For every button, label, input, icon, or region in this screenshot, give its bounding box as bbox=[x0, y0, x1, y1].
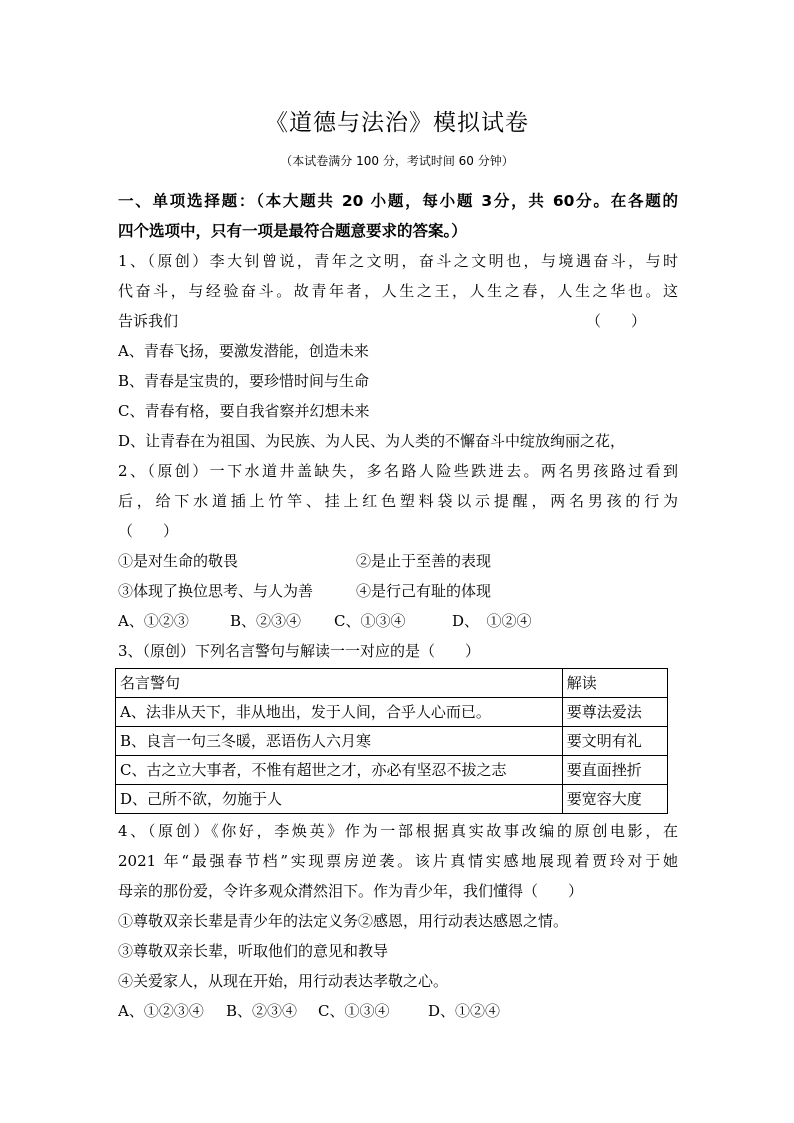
q1-option-d: D、让青春在为祖国、为民族、为人民、为人类的不懈奋斗中绽放绚丽之花， bbox=[118, 432, 626, 450]
q1-stem-line-2: 代奋斗，与经验奋斗。故青年者，人生之王，人生之春，人生之华也。这 bbox=[118, 282, 678, 300]
table-cell-interpretation: 要直面挫折 bbox=[562, 756, 667, 785]
q4-choice-d: D、①②④ bbox=[428, 1002, 501, 1020]
q1-option-a: A、青春飞扬，要激发潜能，创造未来 bbox=[118, 342, 369, 360]
table-header-interpretation: 解读 bbox=[562, 669, 667, 698]
q4-item-3: ④关爱家人，从现在开始，用行动表达孝敬之心。 bbox=[118, 972, 449, 990]
table-cell-quote: B、良言一句三冬暖，恶语伤人六月寒 bbox=[116, 727, 563, 756]
exam-content bbox=[118, 186, 678, 1026]
q4-choice-b: B、②③④ bbox=[226, 1002, 298, 1020]
exam-info: （本试卷满分 100 分，考试时间 60 分钟） bbox=[280, 154, 514, 168]
q1-stem-text: 告诉我们 bbox=[118, 312, 179, 330]
table-row bbox=[116, 727, 668, 756]
table-cell-quote: A、法非从天下，非从地出，发于人间，合乎人心而已。 bbox=[116, 698, 563, 727]
q4-stem-line-1: 4、（原创）《你好，李焕英》作为一部根据真实故事改编的原创电影，在 bbox=[118, 822, 678, 840]
section-heading-line-2: 四个选项中，只有一项是最符合题意要求的答案。） bbox=[118, 222, 467, 240]
q2-stem-line-3: （ ） bbox=[118, 522, 179, 540]
table-cell-quote: C、古之立大事者，不惟有超世之才，亦必有坚忍不拔之志 bbox=[116, 756, 563, 785]
table-row bbox=[116, 756, 668, 785]
table-cell-interpretation: 要宽容大度 bbox=[562, 785, 667, 814]
q4-item-1: ①尊敬双亲长辈是青少年的法定义务②感恩，用行动表达感恩之情。 bbox=[118, 912, 569, 930]
q4-stem-line-3: 母亲的那份爱，令许多观众潸然泪下。作为青少年，我们懂得（ ） bbox=[118, 882, 584, 900]
page-title: 《道德与法治》模拟试卷 bbox=[265, 110, 529, 136]
q2-stem-line-2: 后，给下水道插上竹竿、挂上红色塑料袋以示提醒，两名男孩的行为 bbox=[118, 492, 678, 510]
q4-choices bbox=[118, 996, 678, 1026]
table-cell-interpretation: 要尊法爱法 bbox=[562, 698, 667, 727]
q2-item-1: ①是对生命的敬畏 bbox=[118, 552, 239, 570]
q4-item-2: ③尊敬双亲长辈，听取他们的意见和教导 bbox=[118, 942, 389, 960]
q1-option-c: C、青春有格，要自我省察并幻想未来 bbox=[118, 402, 370, 420]
table-row bbox=[116, 698, 668, 727]
q4-choice-a: A、①②③④ bbox=[118, 1002, 204, 1020]
q2-choice-b: B、②③④ bbox=[230, 612, 302, 630]
q2-choice-a: A、①②③ bbox=[118, 612, 189, 630]
table-row bbox=[116, 785, 668, 814]
q2-choice-c: C、①③④ bbox=[334, 612, 406, 630]
q2-choices bbox=[118, 606, 678, 636]
section-heading-line-1: 一、单项选择题：（本大题共 20 小题，每小题 3分，共 60分。在各题的 bbox=[118, 192, 678, 210]
q2-items-row-2 bbox=[118, 576, 678, 606]
q4-stem-line-2: 2021 年“最强春节档”实现票房逆袭。该片真情实感地展现着贾玲对于她 bbox=[118, 852, 678, 870]
q1-option-b: B、青春是宝贵的，要珍惜时间与生命 bbox=[118, 372, 370, 390]
q2-item-2: ②是止于至善的表现 bbox=[356, 552, 492, 570]
q2-stem-line-1: 2、（原创）一下水道井盖缺失，多名路人险些跌进去。两名男孩路过看到 bbox=[118, 462, 678, 480]
table-header-row bbox=[116, 669, 668, 698]
q1-answer-bracket: （ ） bbox=[585, 312, 646, 330]
q2-item-3: ③体现了换位思考、与人为善 bbox=[118, 582, 314, 600]
q4-choice-c: C、①③④ bbox=[318, 1002, 390, 1020]
table-cell-quote: D、己所不欲，勿施于人 bbox=[116, 785, 563, 814]
q2-items-row-1 bbox=[118, 546, 678, 576]
q3-stem: 3、（原创）下列名言警句与解读一一对应的是（ ） bbox=[118, 642, 481, 660]
q1-stem-line-3 bbox=[118, 306, 678, 336]
table-cell-interpretation: 要文明有礼 bbox=[562, 727, 667, 756]
table-header-quote: 名言警句 bbox=[116, 669, 563, 698]
q2-item-4: ④是行己有耻的体现 bbox=[356, 582, 492, 600]
quotes-table bbox=[115, 668, 668, 814]
q1-stem-line-1: 1、（原创）李大钊曾说，青年之文明，奋斗之文明也，与境遇奋斗，与时 bbox=[118, 252, 678, 270]
q2-choice-d: D、 ①②④ bbox=[452, 612, 532, 630]
